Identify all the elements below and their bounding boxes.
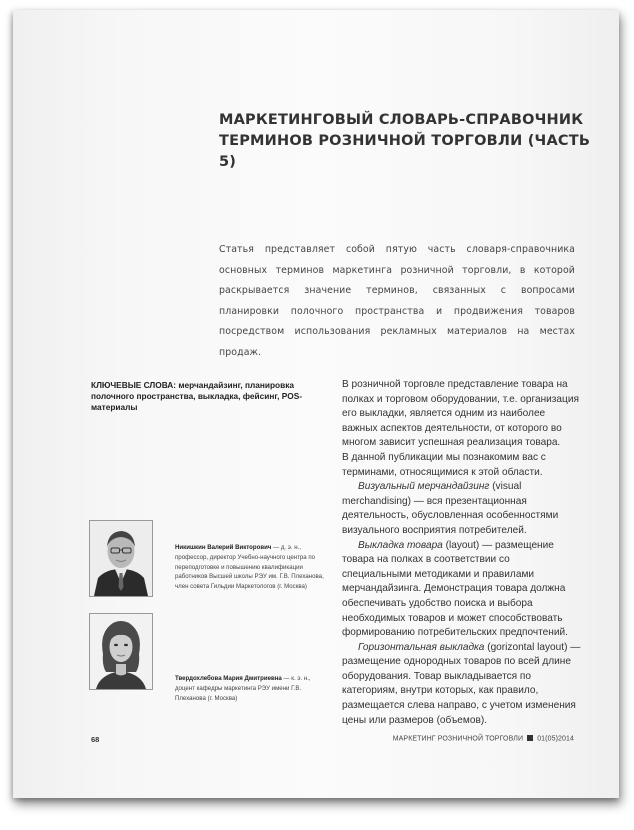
keywords-label: КЛЮЧЕВЫЕ СЛОВА: [91, 380, 177, 390]
entry-definition: (gorizontal layout) — размещение однородных товаров по всей длине оборудования. Товар выкладывается по категориям, внутри которых, как правило, размещается слева направо, с учетом изменения цены или размеров (объемов). [342, 641, 581, 726]
body-paragraph-intro-1: В розничной торговле представление товара на полках и торговом оборудовании, т.е. организация его выкладки, является одним из наиболее важных аспектов деятельности, от которого во многом зависит успешная реализация товара. [342, 379, 579, 449]
entry-term: Горизонтальная выкладка [358, 641, 485, 653]
separator-square-icon [527, 735, 533, 741]
entry-definition: (layout) — размещение товара на полках в соответствии со специальными методиками и правилами мерчандайзинга. Демонстрация товара должна обеспечивать удобство поиска и выбора необходимых товаров и может способствовать формированию потребительских предпочтений. [342, 539, 568, 639]
entry-visual-merchandising [342, 480, 582, 538]
author-bio-1: — д. э. н., профессор, директор Учебно-научного центра по переподготовке и повышению квалификации работников Высшей школы РЭУ им. Г.В. Плеханова, член совета Гильдии Маркетологов (г. Москва) [175, 544, 324, 591]
body-paragraph-intro-2: В данной публикации мы познакомим вас с терминами, относящимися к этой области. [342, 451, 546, 478]
author-info-1 [175, 543, 325, 592]
entry-term: Визуальный мерчандайзинг [358, 481, 490, 493]
author-photo-2 [89, 613, 153, 690]
title-line-2: ТЕРМИНОВ РОЗНИЧНОЙ ТОРГОВЛИ (ЧАСТЬ 5) [219, 133, 591, 170]
magazine-name: МАРКЕТИНГ РОЗНИЧНОЙ ТОРГОВЛИ [392, 735, 524, 743]
keywords-text: мерчандайзинг, планировка полочного пространства, выкладка, фейсинг, POS-материалы [91, 380, 302, 412]
entry-horizontal-layout [342, 641, 582, 729]
page-number: 68 [91, 735, 100, 744]
article-body [342, 378, 582, 728]
title-line-1: МАРКЕТИНГОВЫЙ СЛОВАРЬ-СПРАВОЧНИК [219, 112, 584, 128]
author-name-1: Никишкин Валерий Викторович [175, 544, 272, 551]
author-info-2 [175, 674, 325, 703]
author-photo-1 [89, 520, 153, 597]
article-abstract: Статья представляет собой пятую часть словаря-справочника основных терминов маркетинга розничной торговли, в которой раскрывается значение терминов, связанных с вопросами планировки полочного пространства и продвижения товаров посредством использования рекламных материалов на местах продаж. [219, 244, 575, 358]
entry-layout [342, 539, 582, 641]
running-footer [393, 735, 574, 743]
author-name-2: Твердохлебова Мария Дмитриевна [175, 675, 282, 682]
keywords-block [91, 380, 321, 413]
entry-term: Выкладка товара [358, 539, 443, 551]
entry-definition: (visual merchandising) — вся презентационная деятельность, обусловленная особенностями визуального восприятия потребителей. [342, 481, 559, 536]
issue-number: 01(05)2014 [537, 735, 574, 743]
article-title [219, 110, 599, 173]
author-bio-2: — к. э. н., доцент кафедры маркетинга РЭУ имени Г.В. Плеханова (г. Москва) [175, 675, 311, 702]
